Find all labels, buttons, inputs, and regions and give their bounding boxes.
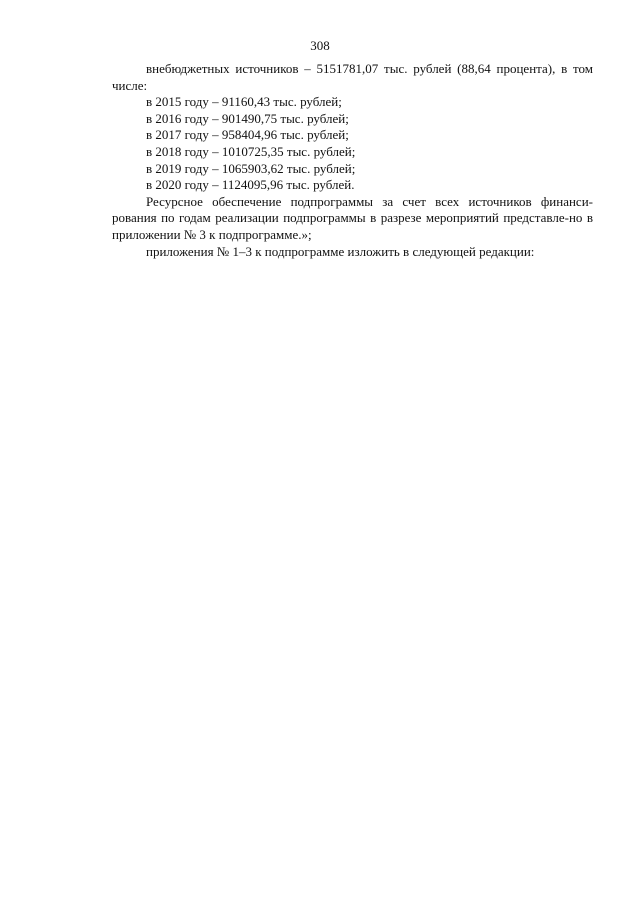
paragraph-extrabudgetary-sources: внебюджетных источников – 5151781,07 тыс. рублей (88,64 процента), в том числе: [112,61,593,93]
year-line-2020: в 2020 году – 1124095,96 тыс. рублей. [146,177,355,193]
paragraph-resource-provision: Ресурсное обеспечение подпрограммы за счет всех источников финанси-рования по годам реализации подпрограммы в разрезе мероприятий представле-но в приложении № 3 к подпрограмме.»; [112,193,593,242]
year-line-2018: в 2018 году – 1010725,35 тыс. рублей; [146,143,356,159]
page-number: 308 [310,38,330,53]
year-line-2019: в 2019 году – 1065903,62 тыс. рублей; [146,160,356,176]
year-line-2017: в 2017 году – 958404,96 тыс. рублей; [146,127,349,143]
document-body [112,61,593,260]
paragraph-appendices: приложения № 1–3 к подпрограмме изложить в следующей редакции: [146,243,535,259]
year-line-2016: в 2016 году – 901490,75 тыс. рублей; [146,110,349,126]
year-line-2015: в 2015 году – 91160,43 тыс. рублей; [146,94,342,110]
